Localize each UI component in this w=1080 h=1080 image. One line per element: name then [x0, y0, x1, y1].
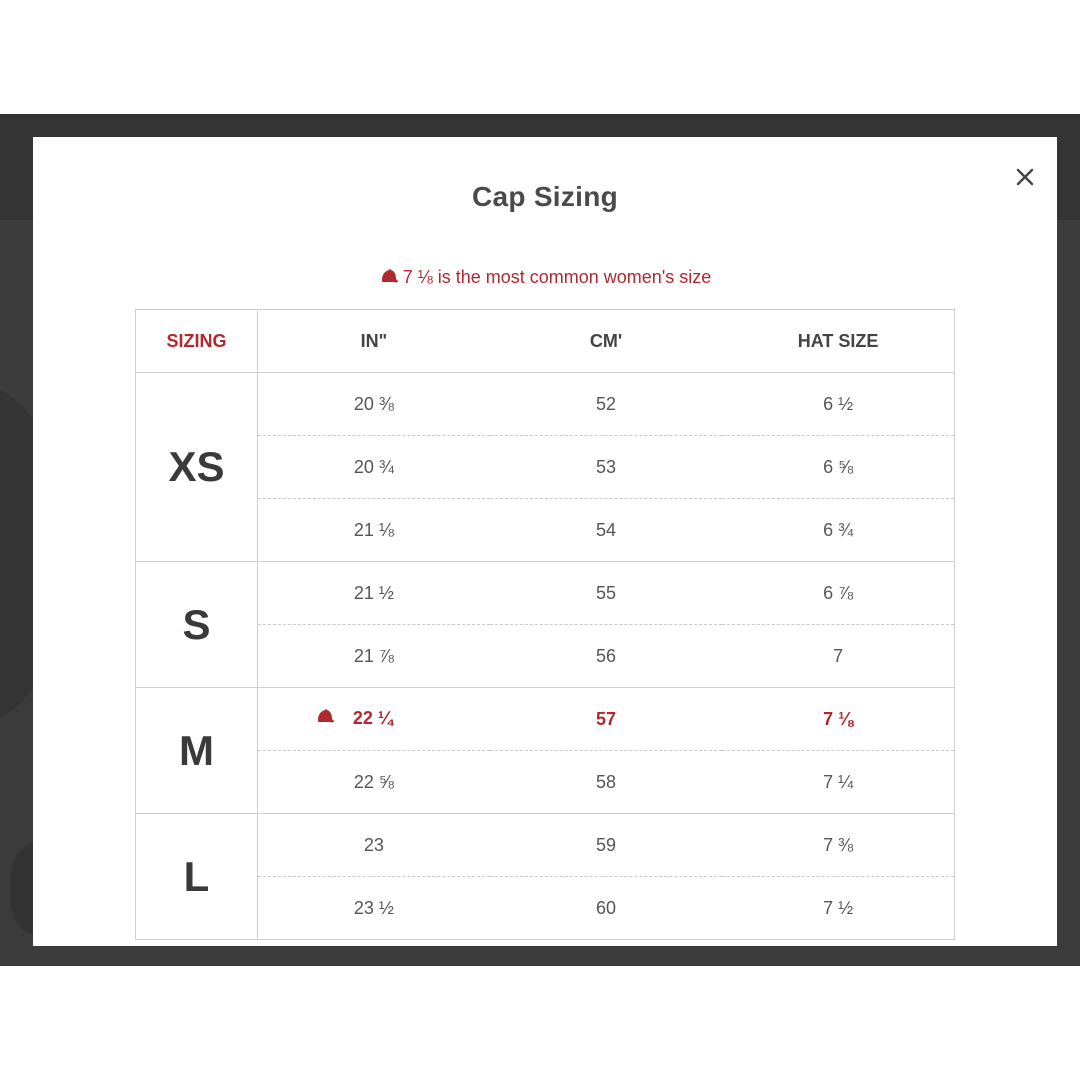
inches-cell: 20 ¾	[258, 436, 490, 499]
inches-cell: 20 ⅜	[258, 373, 490, 436]
hat-size-cell: 6 ½	[722, 373, 954, 436]
cm-cell: 57	[490, 688, 722, 751]
cm-cell: 59	[490, 814, 722, 877]
size-label: XS	[136, 373, 258, 562]
cm-cell: 56	[490, 625, 722, 688]
modal-title: Cap Sizing	[471, 181, 619, 212]
hat-size-cell: 7 ¼	[722, 751, 954, 814]
column-header-in: IN"	[258, 310, 490, 373]
inches-cell: 21 ½	[258, 562, 490, 625]
table-row	[136, 625, 955, 688]
inches-cell: 21 ⅛	[258, 499, 490, 562]
table-header-row	[136, 310, 955, 373]
hat-size-cell: 7	[722, 625, 954, 688]
hat-size-cell: 6 ⅝	[722, 436, 954, 499]
cap-icon	[379, 269, 399, 290]
inches-cell: 22 ⅝	[258, 751, 490, 814]
table-row	[136, 436, 955, 499]
column-header-hat-size: HAT SIZE	[722, 310, 954, 373]
table-row	[136, 814, 955, 877]
cm-cell: 58	[490, 751, 722, 814]
inches-value: 22 ¼	[352, 708, 393, 728]
table-row	[136, 877, 955, 940]
cm-cell: 55	[490, 562, 722, 625]
size-label: S	[136, 562, 258, 688]
inches-cell	[258, 688, 490, 751]
column-header-cm: CM'	[490, 310, 722, 373]
size-table-scroll[interactable]	[135, 309, 955, 918]
cm-cell: 54	[490, 499, 722, 562]
cap-icon	[315, 709, 335, 730]
size-label: M	[136, 688, 258, 814]
hat-size-cell: 6 ¾	[722, 499, 954, 562]
hat-size-cell: 7 ½	[722, 877, 954, 940]
size-label: L	[136, 814, 258, 940]
cm-cell: 53	[490, 436, 722, 499]
table-row	[136, 562, 955, 625]
cm-cell: 52	[490, 373, 722, 436]
table-row-highlighted	[136, 688, 955, 751]
size-table	[135, 309, 955, 940]
inches-cell: 23	[258, 814, 490, 877]
inches-cell: 21 ⅞	[258, 625, 490, 688]
table-row	[136, 373, 955, 436]
cm-cell: 60	[490, 877, 722, 940]
table-row	[136, 499, 955, 562]
inches-cell: 23 ½	[258, 877, 490, 940]
hat-size-cell: 7 ⅛	[722, 688, 954, 751]
common-size-note	[33, 267, 1057, 290]
table-row	[136, 751, 955, 814]
hat-size-cell: 7 ⅜	[722, 814, 954, 877]
column-header-sizing: SIZING	[136, 310, 258, 373]
cap-sizing-modal	[33, 137, 1057, 946]
hat-size-cell: 6 ⅞	[722, 562, 954, 625]
common-size-note-text: 7 ⅛ is the most common women's size	[402, 267, 712, 287]
